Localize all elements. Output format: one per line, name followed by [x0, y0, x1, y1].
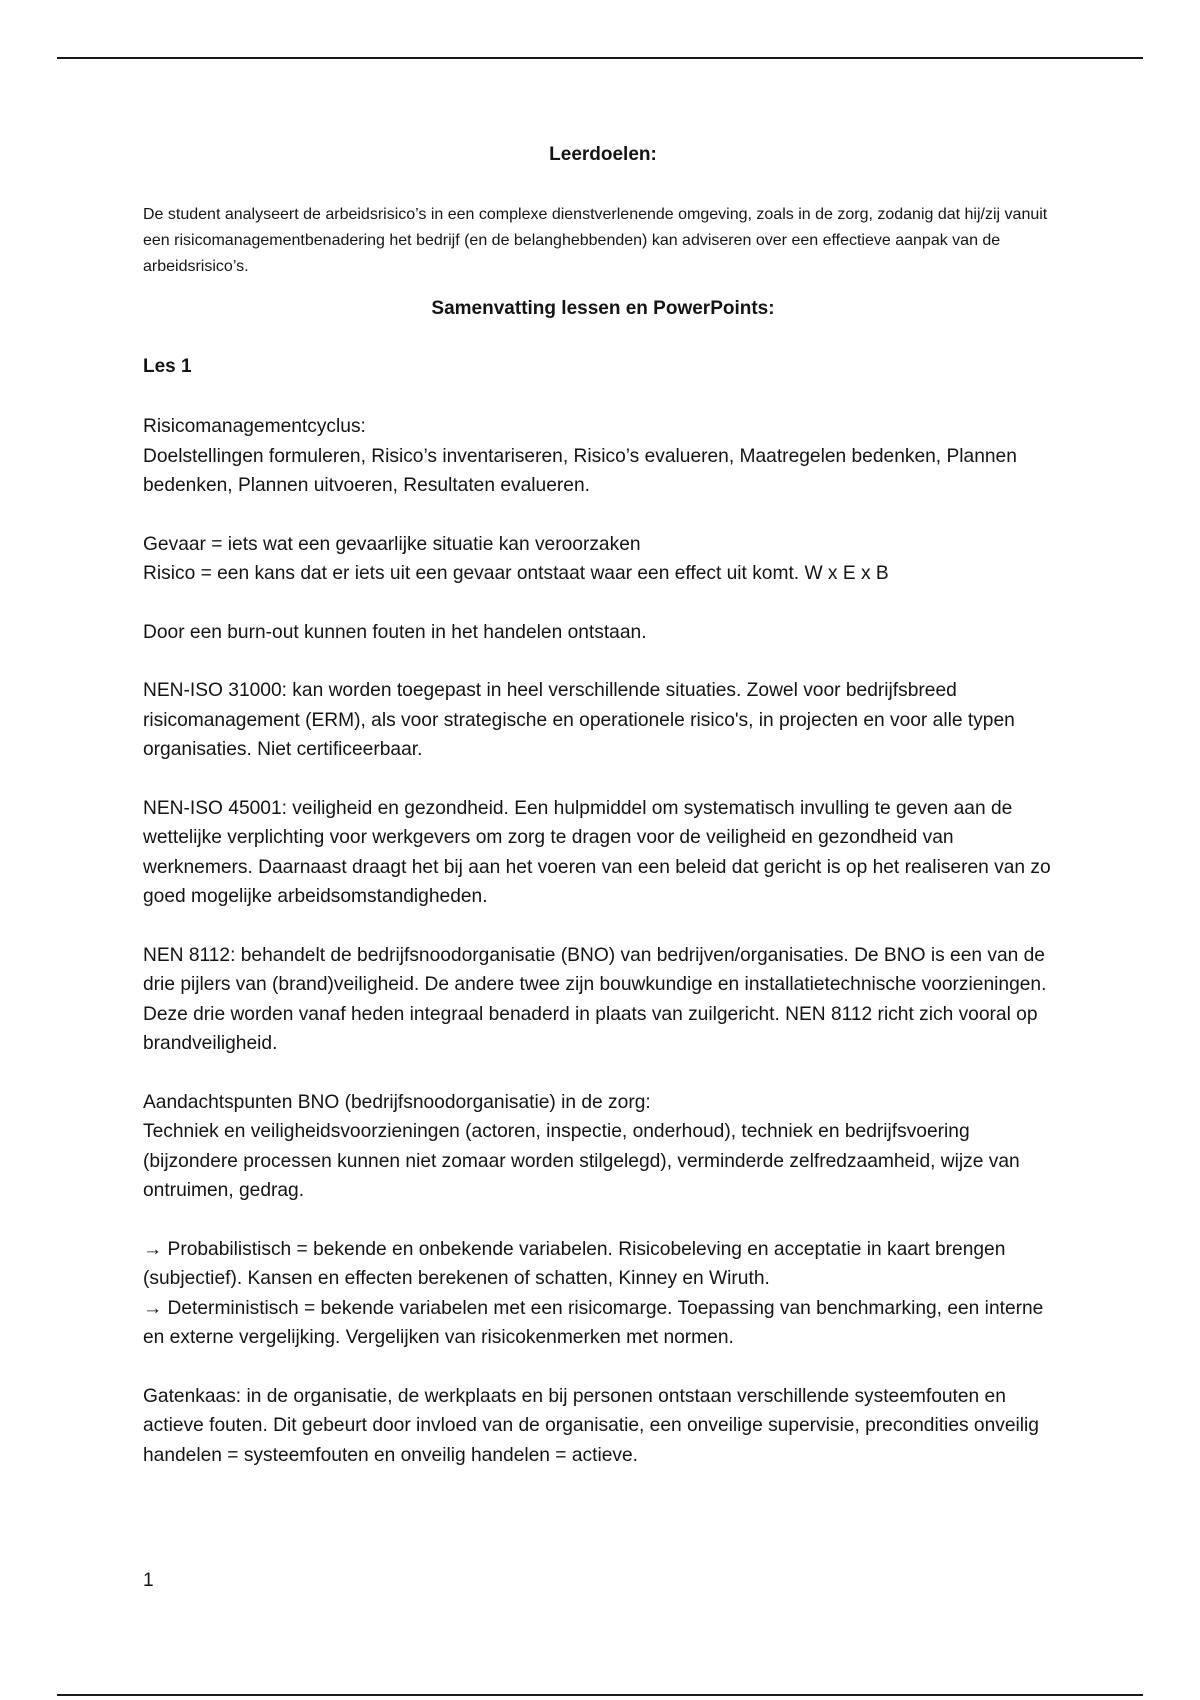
paragraph-line: Gevaar = iets wat een gevaarlijke situatie kan veroorzaken	[143, 533, 641, 555]
paragraph-line: NEN-ISO 45001: veiligheid en gezondheid. Een hulpmiddel om systematisch invulling te geven aan de wettelijke verplichting voor werkgevers om zorg te dragen voor de veiligheid en gezondheid van werknemers. Daarnaast draagt het bij aan het voeren van een beleid dat gericht is op het realiseren van zo goed mogelijke arbeidsomstandigheden.	[143, 797, 1051, 907]
paragraph-line: Gatenkaas: in de organisatie, de werkplaats en bij personen ontstaan verschillende systeemfouten en actieve fouten. Dit gebeurt door invloed van de organisatie, een onveilige supervisie, precondities onveilig handelen = systeemfouten en onveilig handelen = actieve.	[143, 1385, 1039, 1466]
paragraph	[143, 1088, 1063, 1206]
footer-rule	[57, 1694, 1143, 1696]
paragraph	[143, 412, 1063, 501]
paragraph	[143, 618, 1063, 648]
paragraph-line: Door een burn-out kunnen fouten in het handelen ontstaan.	[143, 621, 647, 643]
paragraph	[143, 941, 1063, 1059]
paragraph	[143, 530, 1063, 589]
paragraph	[143, 1382, 1063, 1471]
paragraph	[143, 794, 1063, 912]
paragraph-line: → Deterministisch = bekende variabelen met een risicomarge. Toepassing van benchmarking, een interne en externe vergelijking. Vergelijken van risicokenmerken met normen.	[143, 1297, 1044, 1348]
paragraph-line: Aandachtspunten BNO (bedrijfsnoodorganisatie) in de zorg:	[143, 1091, 651, 1113]
paragraph-line: Techniek en veiligheidsvoorzieningen (actoren, inspectie, onderhoud), techniek en bedrijfsvoering (bijzondere processen kunnen niet zomaar worden stilgelegd), verminderde zelfredzaamheid, wijze van ontruimen, gedrag.	[143, 1121, 1020, 1201]
intro-paragraph: De student analyseert de arbeidsrisico’s in een complexe dienstverlenende omgeving, zoals in de zorg, zodanig dat hij/zij vanuit een risicomanagementbenadering het bedrijf (en de belanghebbenden) kan adviseren over een effectieve aanpak van de arbeidsrisico’s.	[143, 206, 1048, 275]
page-title: Leerdoelen:	[549, 144, 657, 165]
summary-heading: Samenvatting lessen en PowerPoints:	[431, 298, 775, 319]
paragraph-line: Risico = een kans dat er iets uit een gevaar ontstaat waar een effect uit komt. W x E x B	[143, 563, 889, 584]
page-number: 1	[143, 1570, 154, 1591]
lesson-title: Les 1	[143, 356, 192, 377]
paragraph-line: Doelstellingen formuleren, Risico’s inventariseren, Risico’s evalueren, Maatregelen bedenken, Plannen bedenken, Plannen uitvoeren, Resultaten evalueren.	[143, 445, 1017, 496]
paragraph-line: → Probabilistisch = bekende en onbekende variabelen. Risicobeleving en acceptatie in kaart brengen (subjectief). Kansen en effecten berekenen of schatten, Kinney en Wiruth.	[143, 1238, 1006, 1289]
paragraph-line: NEN-ISO 31000: kan worden toegepast in heel verschillende situaties. Zowel voor bedrijfsbreed risicomanagement (ERM), als voor strategische en operationele risico's, in projecten en voor alle typen organisaties. Niet certificeerbaar.	[143, 680, 1015, 760]
paragraph-line: Risicomanagementcyclus:	[143, 416, 366, 437]
header-rule	[57, 57, 1143, 59]
paragraph	[143, 1235, 1063, 1353]
paragraph	[143, 676, 1063, 765]
document-body	[143, 144, 1063, 1499]
paragraph-line: NEN 8112: behandelt de bedrijfsnoodorganisatie (BNO) van bedrijven/organisaties. De BNO is een van de drie pijlers van (brand)veiligheid. De andere twee zijn bouwkundige en installatietechnische voorzieningen. Deze drie worden vanaf heden integraal benaderd in plaats van zuilgericht. NEN 8112 richt zich vooral op brandveiligheid.	[143, 944, 1047, 1054]
